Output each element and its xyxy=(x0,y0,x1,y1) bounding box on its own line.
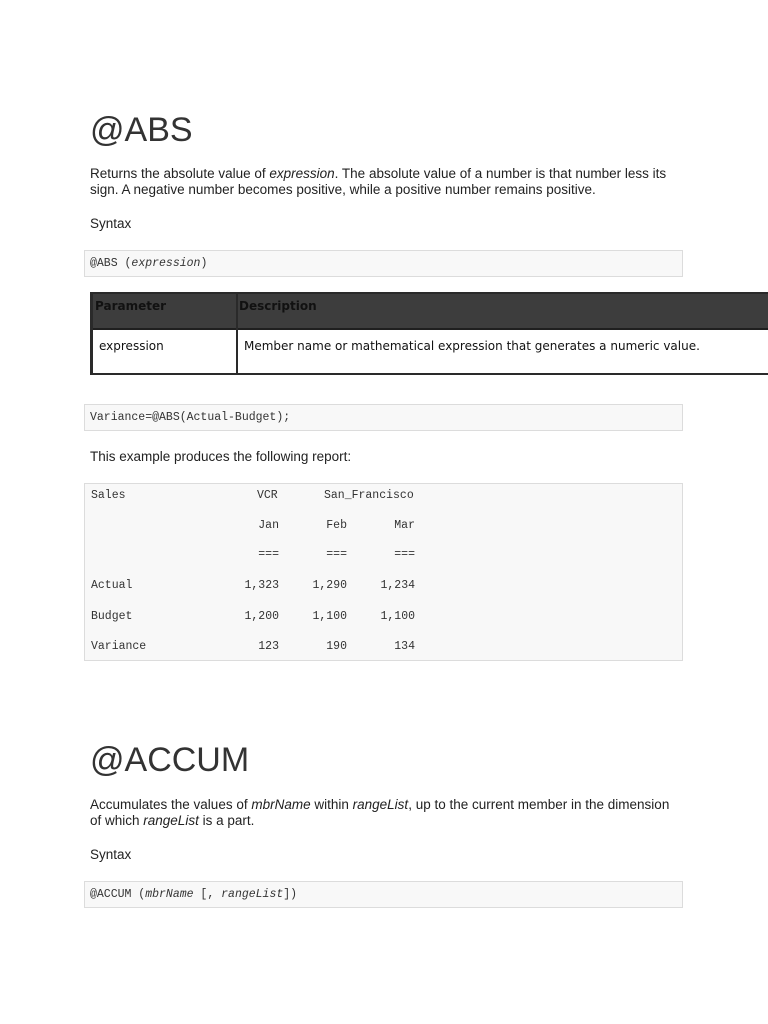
report-cell: === xyxy=(394,548,415,561)
report-row-budget xyxy=(91,610,415,624)
report-cell: === xyxy=(258,548,279,561)
report-cell: VCR xyxy=(257,489,278,502)
report-cell: 1,200 xyxy=(244,610,279,623)
report-separator-row xyxy=(91,548,415,562)
parameter-table-header xyxy=(93,294,768,330)
report-cell: Mar xyxy=(394,519,415,532)
report-cell: 1,100 xyxy=(380,610,415,623)
report-block xyxy=(84,483,683,661)
abs-heading: @ABS xyxy=(90,111,193,149)
accum-syntax-code: @ACCUM (mbrName [, rangeList]) xyxy=(84,881,683,908)
parameter-column-header: Parameter xyxy=(95,299,167,313)
accum-description-arg: rangeList xyxy=(352,797,409,812)
report-cell: Feb xyxy=(326,519,347,532)
report-cell: San_Francisco xyxy=(324,489,414,502)
accum-description-arg: rangeList xyxy=(143,813,199,828)
report-cell: 1,234 xyxy=(380,579,415,592)
accum-heading: @ACCUM xyxy=(90,741,250,779)
example-code: Variance=@ABS(Actual-Budget); xyxy=(84,404,683,431)
report-row-variance xyxy=(91,640,415,654)
report-cell: 123 xyxy=(258,640,279,653)
report-row-actual xyxy=(91,579,415,593)
description-cell: Member name or mathematical expression that generates a numeric value. xyxy=(244,339,700,353)
accum-description: Accumulates the values of mbrName within rangeList, up to the current member in the dimension of which rangeList is a part. xyxy=(90,797,670,828)
report-cell: Sales xyxy=(91,489,126,502)
report-month-row xyxy=(91,519,415,533)
report-cell: 134 xyxy=(394,640,415,653)
accum-syntax-arg: mbrName xyxy=(145,888,194,901)
report-cell: Budget xyxy=(91,610,133,623)
report-cell: Actual xyxy=(91,579,133,592)
parameter-cell: expression xyxy=(99,339,164,353)
accum-description-arg: mbrName xyxy=(251,797,311,812)
report-cell: === xyxy=(326,548,347,561)
report-cell: 1,100 xyxy=(312,610,347,623)
abs-description: Returns the absolute value of expression. The absolute value of a number is that number less its sign. A negative number becomes positive, while a positive number remains positive. xyxy=(90,166,667,197)
report-header-row xyxy=(91,489,414,503)
report-cell: Jan xyxy=(258,519,279,532)
description-column-header: Description xyxy=(239,299,317,313)
report-cell: 190 xyxy=(326,640,347,653)
report-cell: 1,290 xyxy=(312,579,347,592)
example-intro: This example produces the following report: xyxy=(90,449,352,464)
parameter-table-divider xyxy=(236,294,238,373)
report-cell: 1,323 xyxy=(244,579,279,592)
accum-syntax-label: Syntax xyxy=(90,847,132,862)
abs-syntax-label: Syntax xyxy=(90,216,132,231)
parameter-table xyxy=(90,292,768,375)
report-cell: Variance xyxy=(91,640,147,653)
accum-syntax-arg: rangeList xyxy=(221,888,284,901)
abs-description-arg: expression xyxy=(269,166,335,181)
abs-syntax-code: @ABS (expression) xyxy=(84,250,683,277)
abs-syntax-arg: expression xyxy=(131,257,201,270)
